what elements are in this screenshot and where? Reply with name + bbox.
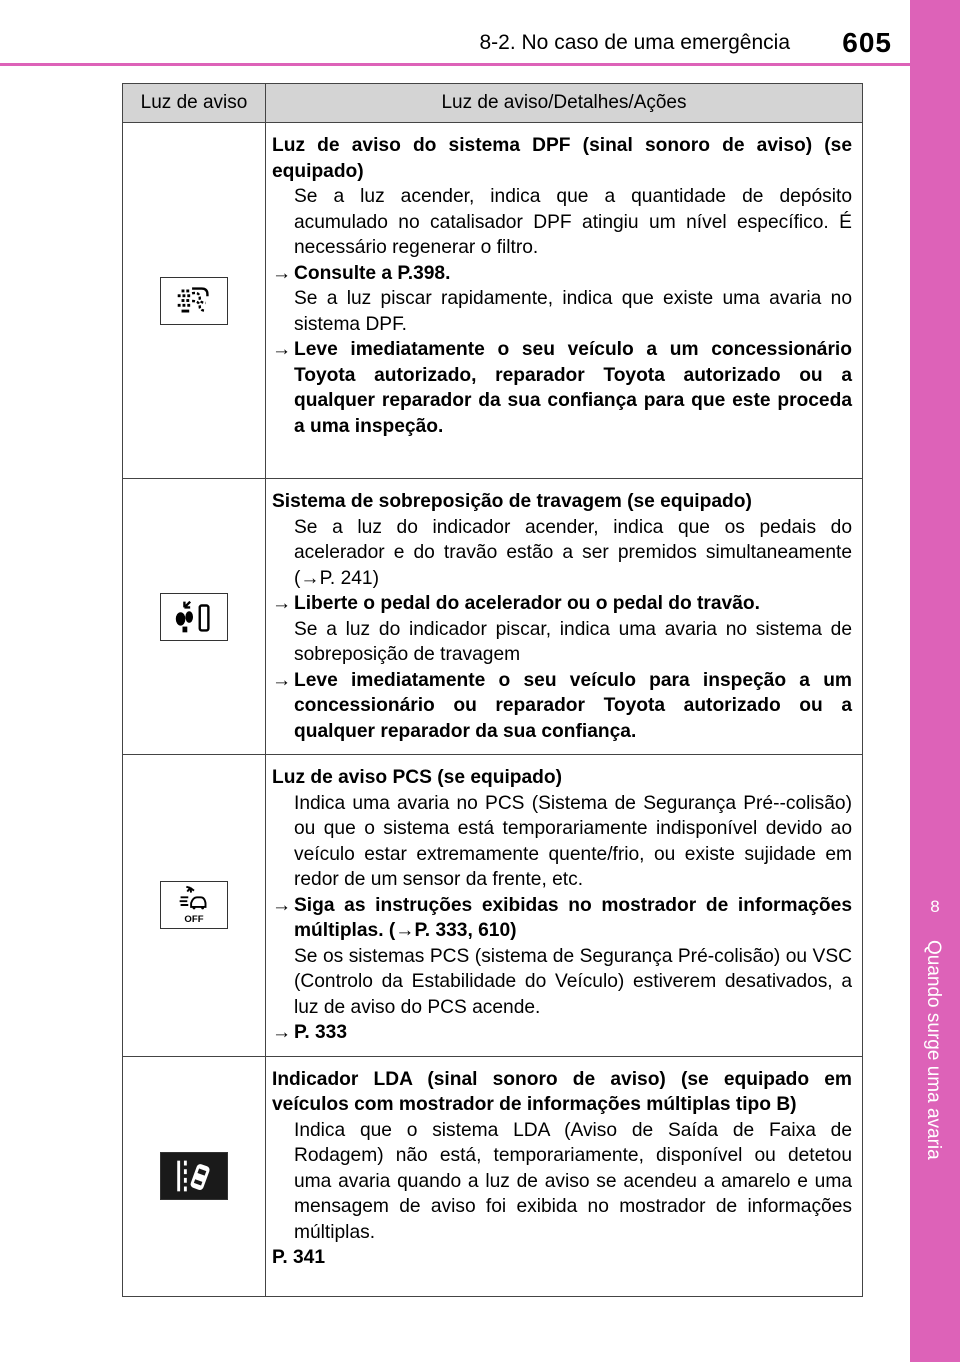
row-description: Indica que o sistema LDA (Aviso de Saída de Faixa de Rodagem) não está, temporariamente, disponível ou detetou uma avaria quando a luz de aviso se acendeu a amarelo e uma mensagem de aviso foi exibida no mostrador de informações múltiplas. (294, 1119, 852, 1243)
action-line (272, 1020, 852, 1046)
action-text: Leve imediatamente o seu veículo para inspeção a um concessionário ou reparador Toyota autorizado ou a qualquer reparador da sua confiança. (294, 669, 852, 742)
row-description: Se a luz piscar rapidamente, indica que existe uma avaria no sistema DPF. (294, 288, 852, 335)
arrow-icon: → (272, 593, 292, 614)
action-line (272, 893, 852, 944)
action-text: P. 333 (294, 1022, 347, 1043)
action-line (272, 591, 852, 617)
icon-cell (123, 755, 266, 1057)
icon-cell (123, 123, 266, 479)
row-title: Luz de aviso do sistema DPF (sinal sonoro de aviso) (se equipado) (272, 135, 852, 182)
table-row (123, 755, 863, 1057)
description-text: Se a luz do indicador acender, indica que os pedais do acelerador e do travão estão a ser premidos simultaneamente ( (294, 516, 852, 589)
row-title: Indicador LDA (sinal sonoro de aviso) (se equipado em veículos com mostrador de informações múltiplas tipo B) (272, 1068, 852, 1115)
action-line (272, 261, 852, 287)
header-divider (0, 63, 910, 66)
icon-label: OFF (184, 914, 204, 926)
page-reference: →P. 241) (300, 567, 379, 589)
page-reference: P. 341 (272, 1247, 325, 1268)
details-cell (266, 755, 863, 1057)
details-cell (266, 1056, 863, 1296)
details-cell (266, 479, 863, 755)
action-text: Liberte o pedal do acelerador ou o pedal do travão. (294, 593, 760, 614)
arrow-icon: → (272, 339, 292, 360)
details-cell (266, 123, 863, 479)
action-text: Leve imediatamente o seu veículo a um concessionário Toyota autorizado, reparador Toyota autorizado ou a qualquer reparador da sua confiança para que este proceda a uma inspeção. (294, 339, 852, 437)
icon-cell (123, 479, 266, 755)
dpf-warning-icon (160, 277, 228, 325)
table-header-row (123, 84, 863, 123)
warning-lights-table (122, 83, 863, 1297)
action-line (272, 668, 852, 745)
row-description: Indica uma avaria no PCS (Sistema de Segurança Pré--colisão) ou que o sistema está temporariamente indisponível devido ao veículo estar extremamente quente/frio, ou existe sujidade em redor de um sensor da frente, etc. (294, 792, 852, 890)
lda-icon (160, 1152, 228, 1200)
brake-override-icon (160, 593, 228, 641)
row-title: Luz de aviso PCS (se equipado) (272, 767, 562, 788)
chapter-title: Quando surge uma avaria (923, 940, 944, 1160)
page-number: 605 (842, 27, 892, 58)
column-header-details: Luz de aviso/Detalhes/Ações (266, 84, 863, 123)
chapter-number: 8 (930, 897, 940, 916)
column-header-light: Luz de aviso (123, 84, 266, 123)
table-row (123, 479, 863, 755)
icon-cell (123, 1056, 266, 1296)
table-row (123, 123, 863, 479)
row-title: Sistema de sobreposição de travagem (se equipado) (272, 491, 752, 512)
arrow-icon: → (272, 669, 292, 691)
action-line (272, 337, 852, 439)
table-row (123, 1056, 863, 1296)
arrow-icon: → (272, 1022, 292, 1043)
row-description (272, 515, 852, 592)
arrow-icon: → (272, 894, 292, 916)
section-title: 8-2. No caso de uma emergência (479, 31, 790, 54)
row-description: Se a luz do indicador piscar, indica uma avaria no sistema de sobreposição de travagem (294, 618, 852, 665)
action-text: Siga as instruções exibidas no mostrador de informações múltiplas. (→P. 333, 610) (294, 894, 852, 941)
action-text: Consulte a P.398. (294, 262, 451, 284)
row-description: Se a luz acender, indica que a quantidade de depósito acumulado no catalisador DPF atingiu um nível específico. É necessário regenerar o filtro. (294, 186, 852, 258)
arrow-icon: → (272, 262, 292, 284)
row-description: Se os sistemas PCS (sistema de Segurança Pré-colisão) ou VSC (Controlo da Estabilidade do Veículo) estiverem desativados, a luz de aviso do PCS acende. (294, 945, 852, 1018)
pcs-off-icon (160, 881, 228, 929)
